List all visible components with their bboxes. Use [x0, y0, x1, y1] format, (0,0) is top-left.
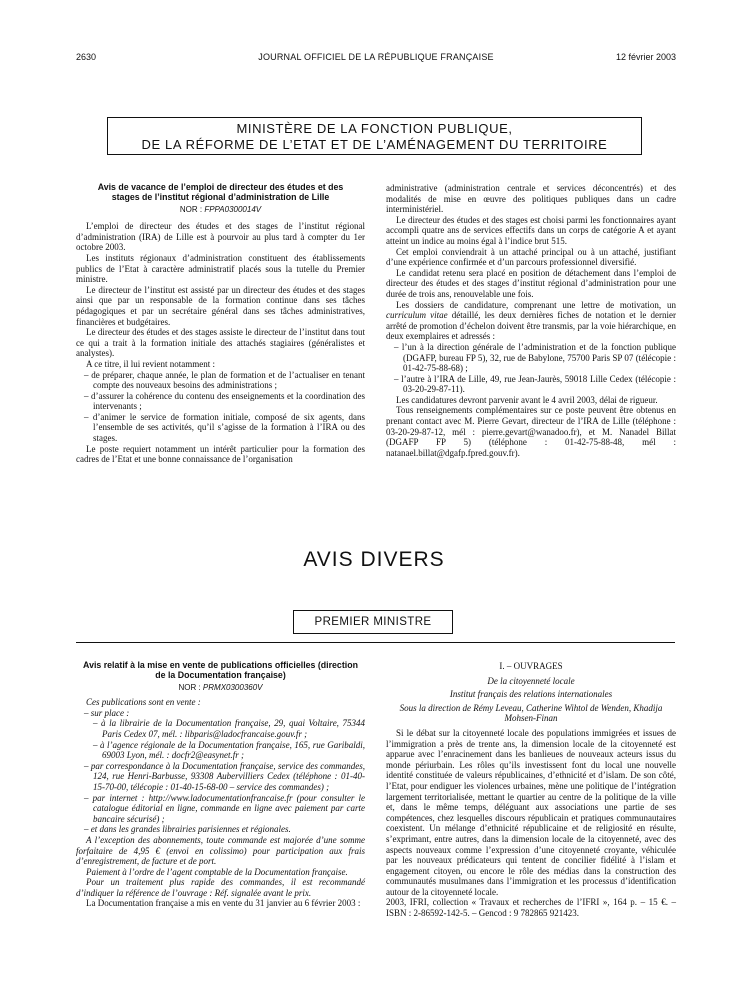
section-rule [76, 642, 675, 643]
paragraph: Cet emploi conviendrait à un attaché principal ou à un attaché, justifiant d’une expérience confirmée et d’un parcours professionnel diversifié. [386, 246, 676, 268]
page-header [76, 52, 676, 66]
sale-nor: NOR : PRMX0300360V [178, 682, 263, 692]
ministry-line-2: DE LA RÉFORME DE L’ETAT ET DE L’AMÉNAGEMENT DU TERRITOIRE [141, 137, 608, 152]
list-item: – d’assurer la cohérence du contenu des enseignements et la coordination des intervenants ; [84, 390, 365, 412]
list-item: – et dans les grandes librairies parisiennes et régionales. [84, 824, 291, 835]
list-item: – à l’agence régionale de la Documentation française, 165, rue Garibaldi, 69003 Lyon, mél. : docfr2@easynet.fr ; [93, 739, 365, 761]
paragraph: Ces publications sont en vente : [86, 697, 201, 708]
paragraph: Le directeur des études et des stages assiste le directeur de l’institut dans tout ce qui a trait à la formation initiale des attachés stagiaires (généralistes et analystes). [76, 327, 365, 359]
list-item: – de préparer, chaque année, le plan de formation et de l’actualiser en tenant compte des nouveaux besoins des administrations ; [84, 369, 365, 391]
list-item: – l’autre à l’IRA de Lille, 49, rue Jean-Jaurès, 59018 Lille Cedex (télécopie : 03-20-29-87-11). [394, 373, 676, 395]
sale-notice-left-column [76, 661, 365, 909]
book-description: Si le débat sur la citoyenneté locale des populations immigrées et issues de l’immigration a près de trente ans, la dimension locale de la citoyenneté est apparue avec l’enracinement dans les banlieues de nouveaux acteurs issus du monde périurbain. Les rôles qu’ils investissent font du local une nouvelle identité constituée de valeurs républicaines, d’ethnicité et d’islam. De son côté, l’Etat, pour endiguer les violences urbaines, mène une politique de l’intégration largement territorialisée, mettant le quartier au centre de la politique de la ville et, dans le même temps, déléguant aux associations une partie de ses compétences, chez lesquelles discours républicain et pratiques communautaires coexistent. Un mélange d’ethnicité républicaine et de religiosité en résulte, s’exprimant, entre autres, dans la dimension locale de la citoyenneté, avec des aspects nouveaux comme l’expression d’une citoyenneté croyante, véhiculée par les nouveaux prédicateurs qui tentent de concilier fidélité à l’islam et engagement citoyen, ou encore le rôle des médias dans la construction des communautés musulmanes dans l’immigration et les processus d’identification autour de la citoyenneté locale. [386, 727, 676, 897]
paragraph: Paiement à l’ordre de l’agent comptable de la Documentation française. [86, 866, 348, 877]
paragraph: La Documentation française a mis en vente du 31 janvier au 6 février 2003 : [86, 898, 361, 909]
paragraph: L’emploi de directeur des études et des stages de l’institut régional d’administration (IRA) de Lille est à pourvoir au plus tard à compter du 1er octobre 2003. [76, 221, 365, 253]
list-item: – l’un à la direction générale de l’administration et de la fonction publique (DGAFP, bureau FP 5), 32, rue de Babylone, 75700 Paris SP 07 (télécopie : 01-42-75-88-68) ; [394, 341, 676, 374]
paragraph: administrative (administration centrale et services déconcentrés) et des modalités de mise en œuvre des politiques publiques dans un cadre interministériel. [386, 183, 676, 215]
book-directors: Sous la direction de Rémy Leveau, Catherine Wihtol de Wenden, Khadija Mohsen-Finan [399, 702, 663, 724]
list-item: – sur place : [84, 707, 130, 718]
list-item: – d’animer le service de formation initiale, composé de six agents, dans l’ensemble de ses activités, qu’il s’agisse de la formation à l’IRA ou des stages. [84, 411, 365, 444]
sale-notice-right-column [386, 661, 676, 919]
vacancy-notice-title: Avis de vacance de l’emploi de directeur des études et des stages de l’institut régional d’administration de Lille [97, 182, 344, 202]
sale-notice-title: Avis relatif à la mise en vente de publications officielles (direction de la Documentation française) [83, 660, 358, 680]
paragraph: Le directeur de l’institut est assisté par un directeur des études et des stages ainsi que par un responsable de la formation continue dans ses tâches pédagogiques et par un secrétaire général dans ses tâches administratives, financières et budgétaires. [76, 284, 365, 327]
vacancy-notice-left-column [76, 183, 365, 465]
ministry-line-1: MINISTÈRE DE LA FONCTION PUBLIQUE, [236, 121, 513, 136]
list-item: – par internet : http://www.ladocumentationfrancaise.fr (pour consulter le catalogue éditorial en ligne, commande en ligne avec paiement par carte bancaire sécurisé) ; [84, 792, 365, 824]
list-item: – à la librairie de la Documentation française, 29, quai Voltaire, 75344 Paris Cedex 07, mél. : libparis@ladocfrancaise.gouv.fr ; [93, 718, 365, 739]
paragraph: Les instituts régionaux d’administration constituent des établissements publics de l’Etat à caractère administratif placés sous la tutelle du Premier ministre. [76, 252, 365, 285]
paragraph: Le candidat retenu sera placé en position de détachement dans l’emploi de directeur des études et des stages d’institut régional d’administration pour une durée de trois ans, renouvelable une fois. [386, 267, 676, 299]
premier-ministre-box: PREMIER MINISTRE [293, 610, 453, 634]
list-item: – par correspondance à la Documentation française, service des commandes, 124, rue Henri-Barbusse, 93308 Aubervilliers Cedex (téléphone : 01-40-15-70-00, télécopie : 01-40-15-68-00 – service des commandes) ; [84, 760, 365, 792]
issue-date: 12 février 2003 [615, 52, 676, 62]
ministry-box [107, 117, 642, 155]
paragraph: Tous renseignements complémentaires sur ce poste peuvent être obtenus en prenant contact avec M. Pierre Gevart, directeur de l’IRA de Lille (téléphone : 03-20-29-87-12, mél : pierre.gevart@wanadoo.fr), et M. Nanadel Billat (DGAFP FP 5) (téléphone : 01-42-75-88-48, mél : natanael.billat@dgafp.fpred.gouv.fr). [386, 405, 676, 458]
page-number: 2630 [76, 52, 97, 62]
vacancy-nor-code: FPPA0300014V [204, 204, 262, 214]
paragraph: A ce titre, il lui revient notamment : [86, 358, 215, 369]
paragraph: Le directeur des études et des stages est choisi parmi les fonctionnaires ayant accompli quatre ans de services effectifs dans un corps de catégorie A et ayant atteint un indice au moins égal à l’indice brut 515. [386, 214, 676, 246]
book-institute: Institut français des relations internationales [449, 689, 613, 700]
section-title: AVIS DIVERS [303, 548, 445, 571]
paragraph: Le poste requiert notamment un intérêt particulier pour la formation des cadres de l’Etat et une bonne connaissance de l’organisation [76, 443, 365, 465]
ouvrages-heading: I. – OUVRAGES [499, 661, 563, 671]
paragraph: Pour un traitement plus rapide des commandes, il est recommandé d’indiquer la référence de l’ouvrage : Réf. signalée avant le prix. [76, 877, 365, 898]
vacancy-notice-right-column [386, 183, 676, 458]
sale-nor-code: PRMX0300360V [202, 682, 263, 692]
journal-title: JOURNAL OFFICIEL DE LA RÉPUBLIQUE FRANÇAISE [258, 52, 494, 62]
paragraph: A l’exception des abonnements, toute commande est majorée d’une somme forfaitaire de 4,95 € (envoi en colissimo) pour participation aux frais d’enregistrement, de facture et de port. [76, 834, 365, 867]
book-title: De la citoyenneté locale [487, 675, 575, 686]
paragraph: Les dossiers de candidature, comprenant une lettre de motivation, un curriculum vitae détaillé, les deux dernières fiches de notation et le dernier arrêté de promotion d’échelon doivent être transmis, par la voie hiérarchique, en deux exemplaires et adressés : [386, 299, 676, 342]
book-reference: 2003, IFRI, collection « Travaux et recherches de l’IFRI », 164 p. – 15 €. – ISBN : 2-86592-142-5. – Gencod : 9 782865 921423. [386, 897, 676, 919]
paragraph: Les candidatures devront parvenir avant le 4 avril 2003, délai de rigueur. [396, 394, 658, 405]
vacancy-nor: NOR : FPPA0300014V [179, 204, 262, 214]
